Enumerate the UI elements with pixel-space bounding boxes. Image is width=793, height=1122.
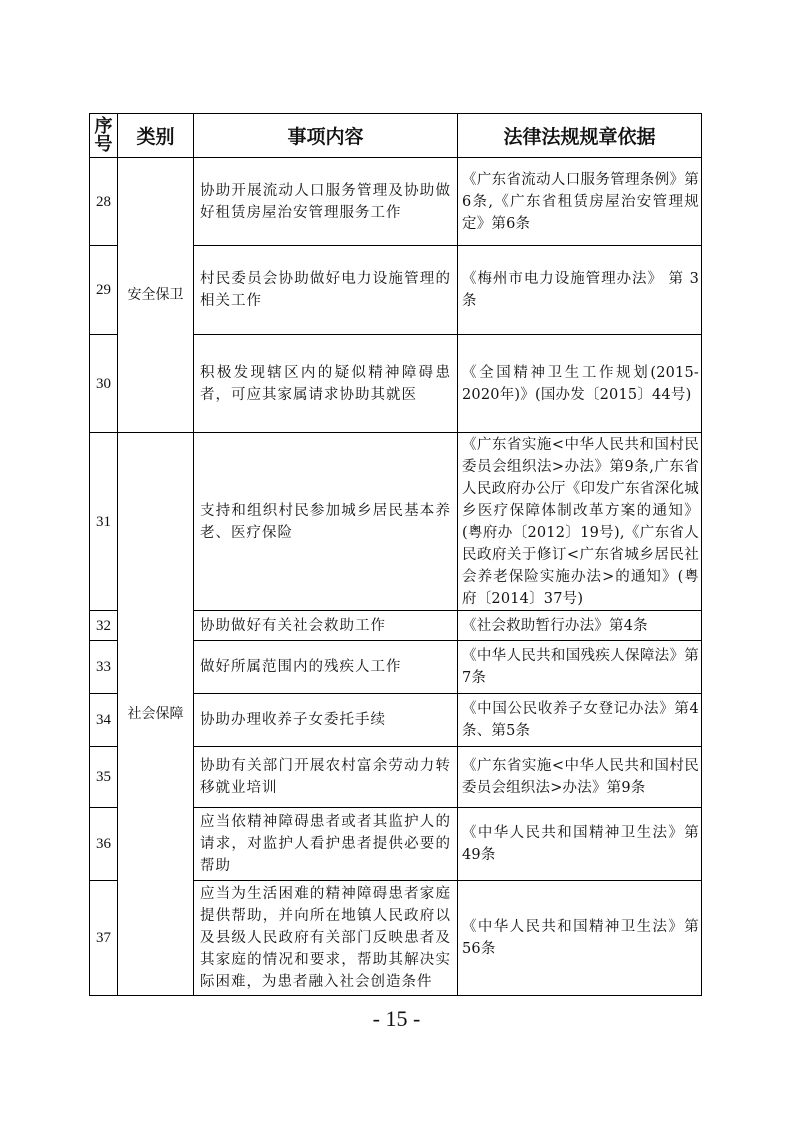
row-number: 37 xyxy=(90,881,118,996)
row-law: 《中华人民共和国残疾人保障法》第7条 xyxy=(458,641,702,694)
row-number: 29 xyxy=(90,246,118,335)
row-number: 32 xyxy=(90,611,118,641)
row-law: 《广东省实施<中华人民共和国村民委员会组织法>办法》第9条,广东省人民政府办公厅《印发广东省深化城乡医疗保障体制改革方案的通知》(粤府办〔2012〕19号),《广东省人民政府关于修订<广东省城乡居民社会养老保险实施办法>的通知》(粤府〔2014〕37号) xyxy=(458,433,702,611)
row-number: 34 xyxy=(90,694,118,747)
page-number: - 15 - xyxy=(372,1006,421,1031)
row-law: 《广东省实施<中华人民共和国村民委员会组织法>办法》第9条 xyxy=(458,747,702,808)
row-content: 积极发现辖区内的疑似精神障碍患者，可应其家属请求协助其就医 xyxy=(194,335,458,433)
header-law: 法律法规规章依据 xyxy=(458,114,702,158)
row-content: 协助有关部门开展农村富余劳动力转移就业培训 xyxy=(194,747,458,808)
row-law: 《社会救助暂行办法》第4条 xyxy=(458,611,702,641)
row-content: 村民委员会协助做好电力设施管理的相关工作 xyxy=(194,246,458,335)
row-number: 28 xyxy=(90,158,118,246)
row-content: 支持和组织村民参加城乡居民基本养老、医疗保险 xyxy=(194,433,458,611)
header-content: 事项内容 xyxy=(194,114,458,158)
row-content: 协助开展流动人口服务管理及协助做好租赁房屋治安管理服务工作 xyxy=(194,158,458,246)
header-seq: 序号 xyxy=(90,114,118,158)
category-cell: 社会保障 xyxy=(118,433,194,996)
category-cell: 安全保卫 xyxy=(118,158,194,433)
row-content: 应当依精神障碍患者或者其监护人的请求，对监护人看护患者提供必要的帮助 xyxy=(194,808,458,881)
row-content: 做好所属范围内的残疾人工作 xyxy=(194,641,458,694)
row-number: 31 xyxy=(90,433,118,611)
row-number: 36 xyxy=(90,808,118,881)
row-number: 30 xyxy=(90,335,118,433)
regulation-table xyxy=(89,113,702,996)
row-number: 33 xyxy=(90,641,118,694)
row-law: 《中国公民收养子女登记办法》第4条、第5条 xyxy=(458,694,702,747)
row-law: 《中华人民共和国精神卫生法》第49条 xyxy=(458,808,702,881)
row-law: 《广东省流动人口服务管理条例》第6条,《广东省租赁房屋治安管理规定》第6条 xyxy=(458,158,702,246)
table-row xyxy=(90,158,702,246)
row-content: 协助做好有关社会救助工作 xyxy=(194,611,458,641)
table-header-row xyxy=(90,114,702,158)
row-content: 协助办理收养子女委托手续 xyxy=(194,694,458,747)
row-content: 应当为生活困难的精神障碍患者家庭提供帮助，并向所在地镇人民政府以及县级人民政府有关部门反映患者及其家庭的情况和要求，帮助其解决实际困难，为患者融入社会创造条件 xyxy=(194,881,458,996)
row-law: 《梅州市电力设施管理办法》 第 3条 xyxy=(458,246,702,335)
header-category: 类别 xyxy=(118,114,194,158)
row-law: 《中华人民共和国精神卫生法》第56条 xyxy=(458,881,702,996)
row-number: 35 xyxy=(90,747,118,808)
row-law: 《全国精神卫生工作规划(2015-2020年)》(国办发〔2015〕44号) xyxy=(458,335,702,433)
table-row xyxy=(90,433,702,611)
